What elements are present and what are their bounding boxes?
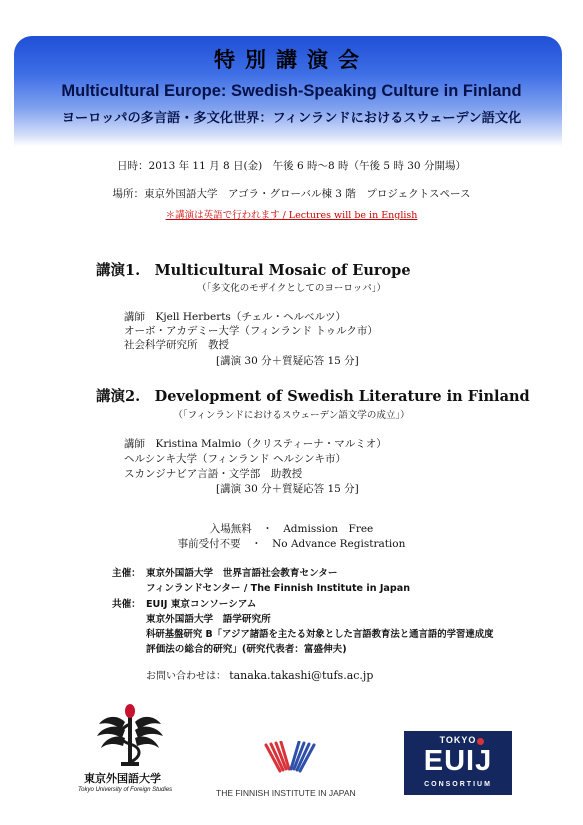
lecture-1-title: 講演1. Multicultural Mosaic of Europe bbox=[96, 262, 411, 279]
cohost-1: EUIJ 東京コンソーシアム bbox=[146, 599, 257, 610]
euij-logo-main: EUIJ bbox=[423, 745, 493, 777]
lecture-1-speaker: 講師 Kjell Herberts（チェル・ヘルベルツ） bbox=[124, 311, 347, 323]
tufs-name-jp: 東京外国語大学 bbox=[84, 772, 161, 785]
admission-fee: 入場無料 ・ Admission Free bbox=[209, 523, 374, 535]
finnish-institute-name: THE FINNISH INSTITUTE IN JAPAN bbox=[216, 788, 356, 798]
euij-logo bbox=[404, 731, 512, 795]
euij-red-dot-icon bbox=[477, 738, 484, 745]
tufs-name-en: Tokyo University of Foreign Studies bbox=[78, 787, 173, 793]
event-title-en: Multicultural Europe: Swedish-Speaking Culture in Finland bbox=[61, 82, 522, 100]
language-note: ＊講演は英語で行われます / Lectures will be in English bbox=[165, 210, 418, 221]
lecture-1-subtitle: （「多文化のモザイクとしてのヨーロッパ」） bbox=[197, 283, 386, 294]
tufs-emblem-icon bbox=[95, 704, 165, 770]
event-datetime: 日時：2013 年 11 月 8 日(金) 午後 6 時～8 時（午後 5 時 30 分開場） bbox=[117, 160, 466, 172]
euij-logo-top: TOKYO bbox=[439, 735, 477, 745]
lecture-2-subtitle: （「フィンランドにおけるスウェーデン語文学の成立」） bbox=[173, 410, 410, 421]
lecture-1-time: [講演 30 分＋質疑応答 15 分] bbox=[216, 355, 359, 367]
cohost-label: 共催： bbox=[112, 599, 141, 610]
finnish-institute-logo-icon bbox=[262, 741, 318, 777]
event-venue: 場所：東京外国語大学 アゴラ・グローバル棟 3 階 プロジェクトスペース bbox=[112, 188, 471, 200]
contact-label: お問い合わせは： bbox=[146, 671, 226, 682]
host-label: 主催： bbox=[112, 568, 141, 579]
lecture-2-speaker: 講師 Kristina Malmio（クリスティーナ・マルミオ） bbox=[124, 438, 387, 450]
admission-registration: 事前受付不要 ・ No Advance Registration bbox=[177, 538, 406, 550]
contact-line bbox=[146, 667, 373, 682]
euij-logo-bottom: CONSORTIUM bbox=[424, 781, 492, 788]
lecture-2-position: スカンジナビア言語・文学部 助教授 bbox=[124, 468, 303, 480]
lecture-1-affiliation: オーボ・アカデミー大学（フィンランド トゥルク市） bbox=[124, 325, 378, 337]
lecture-1-position: 社会科学研究所 教授 bbox=[124, 339, 229, 351]
lecture-2-time: [講演 30 分＋質疑応答 15 分] bbox=[216, 483, 359, 495]
cohost-3: 科研基盤研究 B「アジア諸語を主たる対象とした言語教育法と通言語的学習達成度 bbox=[146, 629, 494, 640]
lecture-2-title: 講演2. Development of Swedish Literature in Finland bbox=[96, 388, 530, 405]
event-subtitle-jp: ヨーロッパの多言語・多文化世界：フィンランドにおけるスウェーデン語文化 bbox=[61, 111, 522, 126]
host-1: 東京外国語大学 世界言語社会教育センター bbox=[146, 568, 338, 579]
cohost-2: 東京外国語大学 語学研究所 bbox=[146, 614, 271, 625]
host-2: フィンランドセンター / The Finnish Institute in Japan bbox=[146, 583, 411, 594]
cohost-4: 評価法の総合的研究」(研究代表者：富盛伸夫) bbox=[146, 644, 347, 655]
lecture-2-affiliation: ヘルシンキ大学（フィンランド ヘルシンキ市） bbox=[124, 453, 346, 465]
contact-email[interactable]: tanaka.takashi@tufs.ac.jp bbox=[229, 669, 374, 682]
event-title-jp: 特別講演会 bbox=[214, 48, 369, 72]
